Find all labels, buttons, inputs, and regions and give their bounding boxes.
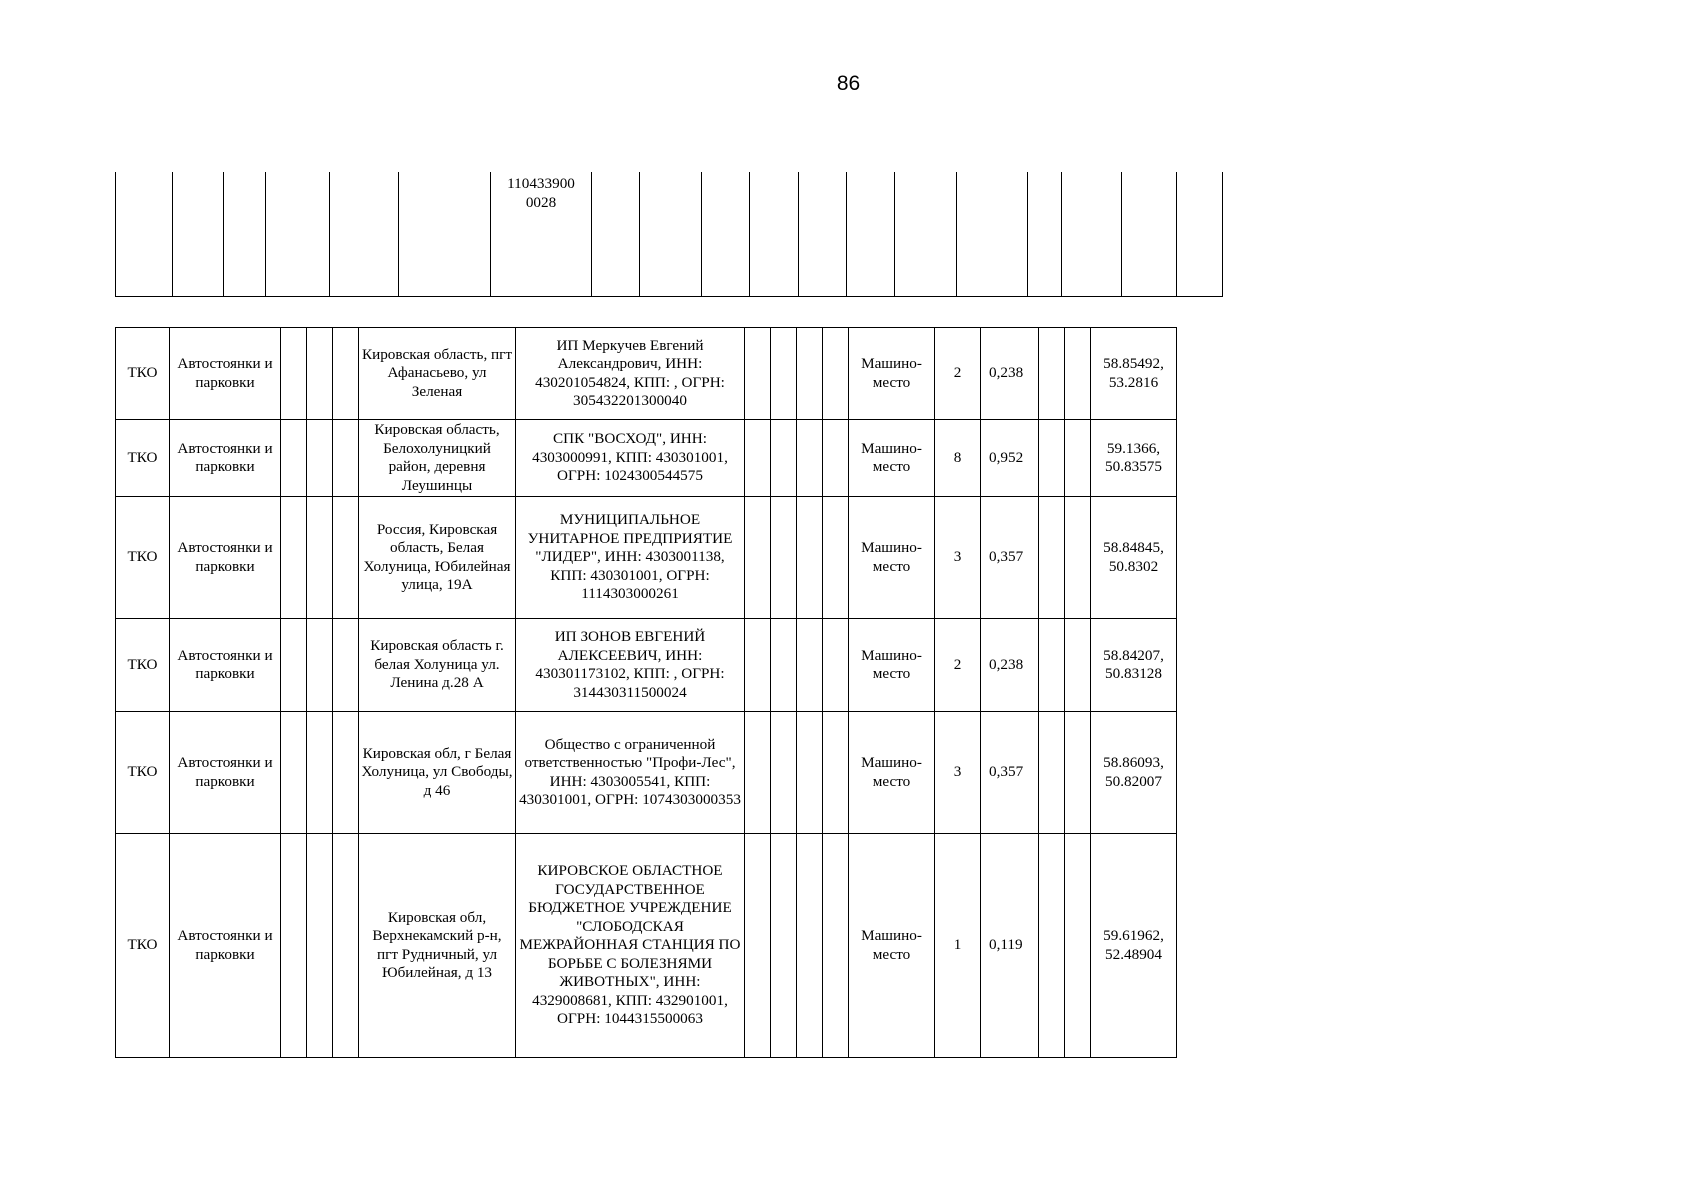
unit-cell: Машино-место — [849, 834, 935, 1058]
empty-cell — [333, 619, 359, 712]
empty-cell — [797, 420, 823, 497]
fragment-cell — [957, 172, 1028, 297]
empty-cell — [333, 420, 359, 497]
empty-cell — [307, 328, 333, 420]
quantity-cell: 8 — [935, 420, 981, 497]
empty-cell — [823, 712, 849, 834]
waste-sites-table — [115, 327, 1177, 1058]
empty-cell — [1065, 420, 1091, 497]
address-cell: Кировская область, пгт Афанасьево, ул Зеленая — [359, 328, 516, 420]
quantity-cell: 2 — [935, 328, 981, 420]
empty-cell — [1065, 328, 1091, 420]
fragment-cell — [1177, 172, 1223, 297]
fragment-cell — [1062, 172, 1122, 297]
empty-cell — [333, 712, 359, 834]
empty-cell — [333, 328, 359, 420]
address-cell: Кировская обл, г Белая Холуница, ул Свободы, д 46 — [359, 712, 516, 834]
volume-cell: 0,238 — [981, 619, 1039, 712]
table-row — [116, 712, 1177, 834]
address-cell: Кировская обл, Верхнекамский р-н, пгт Рудничный, ул Юбилейная, д 13 — [359, 834, 516, 1058]
fragment-cell — [1028, 172, 1062, 297]
fragment-code-line1: 110433900 — [507, 175, 575, 192]
empty-cell — [823, 328, 849, 420]
empty-cell — [797, 497, 823, 619]
empty-cell — [771, 420, 797, 497]
waste-type-cell: ТКО — [116, 712, 170, 834]
coordinates-cell: 58.84845, 50.8302 — [1091, 497, 1177, 619]
category-cell: Автостоянки и парковки — [170, 328, 281, 420]
empty-cell — [307, 619, 333, 712]
continued-table-fragment — [115, 172, 1223, 297]
owner-cell: Общество с ограниченной ответственностью "Профи-Лес", ИНН: 4303005541, КПП: 430301001, ОГРН: 1074303000353 — [516, 712, 745, 834]
owner-cell: КИРОВСКОЕ ОБЛАСТНОЕ ГОСУДАРСТВЕННОЕ БЮДЖЕТНОЕ УЧРЕЖДЕНИЕ "СЛОБОДСКАЯ МЕЖРАЙОННАЯ СТАНЦИЯ ПО БОРЬБЕ С БОЛЕЗНЯМИ ЖИВОТНЫХ", ИНН: 4329008681, КПП: 432901001, ОГРН: 1044315500063 — [516, 834, 745, 1058]
empty-cell — [1065, 712, 1091, 834]
address-cell: Кировская область, Белохолуницкий район, деревня Леушинцы — [359, 420, 516, 497]
owner-cell: ИП Меркучев Евгений Александрович, ИНН: 430201054824, КПП: , ОГРН: 305432201300040 — [516, 328, 745, 420]
empty-cell — [1039, 497, 1065, 619]
empty-cell — [823, 834, 849, 1058]
empty-cell — [745, 834, 771, 1058]
table-row — [116, 619, 1177, 712]
fragment-cell — [116, 172, 173, 297]
empty-cell — [823, 619, 849, 712]
volume-cell: 0,238 — [981, 328, 1039, 420]
empty-cell — [281, 619, 307, 712]
owner-cell: МУНИЦИПАЛЬНОЕ УНИТАРНОЕ ПРЕДПРИЯТИЕ "ЛИДЕР", ИНН: 4303001138, КПП: 430301001, ОГРН: 1114303000261 — [516, 497, 745, 619]
fragment-code-line2: 0028 — [525, 193, 557, 211]
unit-cell: Машино-место — [849, 619, 935, 712]
fragment-cell — [592, 172, 640, 297]
fragment-cell — [1122, 172, 1177, 297]
waste-type-cell: ТКО — [116, 834, 170, 1058]
empty-cell — [1065, 497, 1091, 619]
quantity-cell: 2 — [935, 619, 981, 712]
empty-cell — [307, 497, 333, 619]
empty-cell — [333, 497, 359, 619]
address-cell: Кировская область г. белая Холуница ул. Ленина д.28 А — [359, 619, 516, 712]
volume-cell: 0,119 — [981, 834, 1039, 1058]
volume-cell: 0,357 — [981, 497, 1039, 619]
empty-cell — [1039, 619, 1065, 712]
owner-cell: ИП ЗОНОВ ЕВГЕНИЙ АЛЕКСЕЕВИЧ, ИНН: 430301173102, КПП: , ОГРН: 314430311500024 — [516, 619, 745, 712]
coordinates-cell: 59.1366, 50.83575 — [1091, 420, 1177, 497]
category-cell: Автостоянки и парковки — [170, 619, 281, 712]
empty-cell — [281, 712, 307, 834]
empty-cell — [745, 420, 771, 497]
fragment-cell — [799, 172, 847, 297]
empty-cell — [307, 712, 333, 834]
page-number: 86 — [836, 72, 861, 95]
empty-cell — [281, 328, 307, 420]
table-row — [116, 420, 1177, 497]
empty-cell — [307, 834, 333, 1058]
empty-cell — [771, 328, 797, 420]
coordinates-cell: 58.86093, 50.82007 — [1091, 712, 1177, 834]
waste-type-cell: ТКО — [116, 420, 170, 497]
empty-cell — [333, 834, 359, 1058]
fragment-row — [116, 172, 1223, 297]
waste-type-cell: ТКО — [116, 497, 170, 619]
empty-cell — [771, 619, 797, 712]
empty-cell — [797, 619, 823, 712]
fragment-cell — [173, 172, 224, 297]
empty-cell — [1039, 712, 1065, 834]
volume-cell: 0,952 — [981, 420, 1039, 497]
empty-cell — [1039, 834, 1065, 1058]
unit-cell: Машино-место — [849, 712, 935, 834]
fragment-cell — [702, 172, 750, 297]
empty-cell — [1039, 328, 1065, 420]
coordinates-cell: 58.85492, 53.2816 — [1091, 328, 1177, 420]
empty-cell — [307, 420, 333, 497]
empty-cell — [823, 420, 849, 497]
owner-cell: СПК "ВОСХОД", ИНН: 4303000991, КПП: 430301001, ОГРН: 1024300544575 — [516, 420, 745, 497]
empty-cell — [745, 497, 771, 619]
fragment-cell — [330, 172, 399, 297]
fragment-code-cell — [491, 172, 592, 297]
waste-type-cell: ТКО — [116, 619, 170, 712]
fragment-cell — [750, 172, 799, 297]
fragment-cell — [895, 172, 957, 297]
empty-cell — [771, 834, 797, 1058]
coordinates-cell: 59.61962, 52.48904 — [1091, 834, 1177, 1058]
empty-cell — [281, 420, 307, 497]
empty-cell — [745, 328, 771, 420]
unit-cell: Машино-место — [849, 328, 935, 420]
empty-cell — [823, 497, 849, 619]
unit-cell: Машино-место — [849, 420, 935, 497]
empty-cell — [745, 712, 771, 834]
empty-cell — [771, 497, 797, 619]
empty-cell — [1065, 834, 1091, 1058]
table-row — [116, 834, 1177, 1058]
table-row — [116, 328, 1177, 420]
fragment-cell — [266, 172, 330, 297]
fragment-cell — [640, 172, 702, 297]
volume-cell: 0,357 — [981, 712, 1039, 834]
category-cell: Автостоянки и парковки — [170, 712, 281, 834]
coordinates-cell: 58.84207, 50.83128 — [1091, 619, 1177, 712]
quantity-cell: 3 — [935, 497, 981, 619]
empty-cell — [745, 619, 771, 712]
fragment-cell — [224, 172, 266, 297]
empty-cell — [281, 497, 307, 619]
table-body — [116, 328, 1177, 1058]
empty-cell — [1065, 619, 1091, 712]
empty-cell — [797, 712, 823, 834]
empty-cell — [797, 328, 823, 420]
category-cell: Автостоянки и парковки — [170, 834, 281, 1058]
category-cell: Автостоянки и парковки — [170, 420, 281, 497]
address-cell: Россия, Кировская область, Белая Холуница, Юбилейная улица, 19А — [359, 497, 516, 619]
empty-cell — [1039, 420, 1065, 497]
waste-type-cell: ТКО — [116, 328, 170, 420]
empty-cell — [771, 712, 797, 834]
table-row — [116, 497, 1177, 619]
category-cell: Автостоянки и парковки — [170, 497, 281, 619]
quantity-cell: 3 — [935, 712, 981, 834]
quantity-cell: 1 — [935, 834, 981, 1058]
unit-cell: Машино-место — [849, 497, 935, 619]
empty-cell — [797, 834, 823, 1058]
fragment-cell — [847, 172, 895, 297]
empty-cell — [281, 834, 307, 1058]
fragment-cell — [399, 172, 491, 297]
